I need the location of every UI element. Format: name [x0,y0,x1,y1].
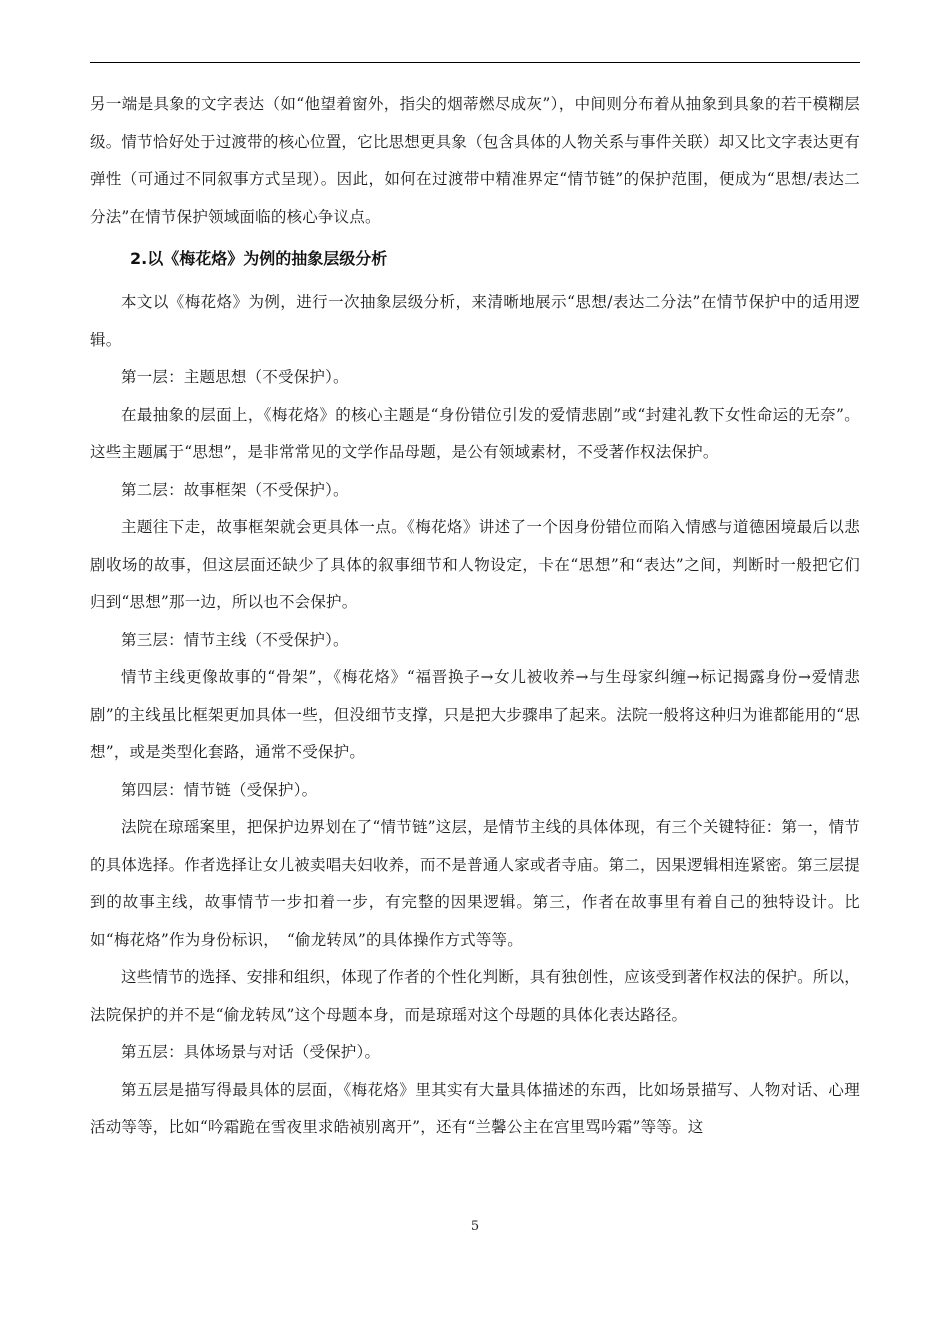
layer-title-4: 第四层：情节链（受保护）。 [121,780,318,799]
body-paragraph: 法院在琼瑶案里，把保护边界划在了“情节链”这层，是情节主线的具体体现，有三个关键特征：第一，情节的具体选择。作者选择让女儿被卖唱夫妇收养，而不是普通人家或者寺庙。第二，因果逻辑相连紧密。第三层提到的故事主线，故事情节一步扣着一步，有完整的因果逻辑。第三，作者在故事里有着自己的独特设计。比如“梅花烙”作为身份标识， “偷龙转凤”的具体操作方式等等。 [90,818,860,949]
body-paragraph: 这些情节的选择、安排和组织，体现了作者的个性化判断，具有独创性，应该受到著作权法的保护。所以，法院保护的并不是“偷龙转凤”这个母题本身，而是琼瑶对这个母题的具体化表达路径。 [90,968,860,1024]
body-paragraph: 主题往下走，故事框架就会更具体一点。《梅花烙》讲述了一个因身份错位而陷入情感与道德困境最后以悲剧收场的故事，但这层面还缺少了具体的叙事细节和人物设定，卡在“思想”和“表达”之间，判断时一般把它们归到“思想”那一边，所以也不会保护。 [90,518,860,611]
body-paragraph: 第五层是描写得最具体的层面，《梅花烙》里其实有大量具体描述的东西，比如场景描写、人物对话、心理活动等等，比如“吟霜跪在雪夜里求皓祯别离开”，还有“兰馨公主在宫里骂吟霜”等等。这 [90,1080,860,1136]
page-body [90,86,860,1147]
layer-title-3: 第三层：情节主线（不受保护）。 [121,630,349,649]
header-rule [90,62,860,63]
section-heading: 2.以《梅花烙》为例的抽象层级分析 [130,249,388,268]
body-paragraph: 另一端是具象的文字表达（如“他望着窗外，指尖的烟蒂燃尽成灰”），中间则分布着从抽象到具象的若干模糊层级。情节恰好处于过渡带的核心位置，它比思想更具象（包含具体的人物关系与事件关联）却又比文字表达更有弹性（可通过不同叙事方式呈现）。因此，如何在过渡带中精准界定“情节链”的保护范围，便成为“思想/表达二分法”在情节保护领域面临的核心争议点。 [90,95,860,226]
layer-title-2: 第二层：故事框架（不受保护）。 [121,480,349,499]
body-paragraph: 本文以《梅花烙》为例，进行一次抽象层级分析，来清晰地展示“思想/表达二分法”在情节保护中的适用逻辑。 [90,293,860,349]
layer-title-5: 第五层：具体场景与对话（受保护）。 [121,1043,381,1061]
body-paragraph: 在最抽象的层面上，《梅花烙》的核心主题是“身份错位引发的爱情悲剧”或“封建礼教下女性命运的无奈”。这些主题属于“思想”，是非常常见的文学作品母题，是公有领域素材，不受著作权法保护。 [90,405,860,461]
layer-title-1: 第一层：主题思想（不受保护）。 [121,368,349,386]
page-number: 5 [470,1219,480,1234]
body-paragraph: 情节主线更像故事的“骨架”，《梅花烙》“福晋换子→女儿被收养→与生母家纠缠→标记揭露身份→爱情悲剧”的主线虽比框架更加具体一些，但没细节支撑，只是把大步骤串了起来。法院一般将这种归为谁都能用的“思想”，或是类型化套路，通常不受保护。 [90,668,860,761]
